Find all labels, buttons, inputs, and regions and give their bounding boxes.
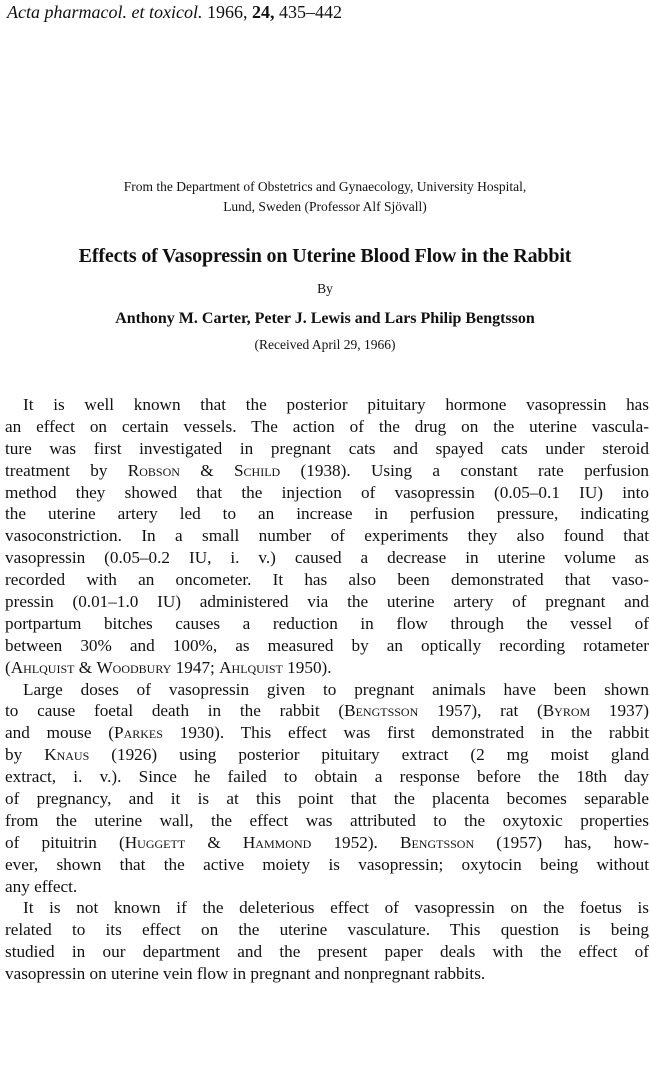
body-line: method they showed that the injection of vasopressin (0.05–0.1 IU) into	[5, 482, 649, 502]
author-list: Anthony M. Carter, Peter J. Lewis and Lars Philip Bengtsson	[115, 310, 535, 327]
body-line: vasopressin on uterine vein flow in pregnant and nonpregnant rabbits.	[5, 964, 486, 984]
body-line: an effect on certain vessels. The action of the drug on the uterine vascula-	[5, 416, 649, 436]
cited-author: Huggett	[124, 832, 186, 852]
article-title: Effects of Vasopressin on Uterine Blood Flow in the Rabbit	[78, 245, 572, 267]
affiliation-line-2: Lund, Sweden (Professor Alf Sjövall)	[223, 199, 427, 214]
received-date: (Received April 29, 1966)	[254, 337, 396, 352]
journal-name: Acta pharmacol. et toxicol.	[7, 2, 203, 22]
body-line: pressin (0.01–1.0 IU) administered via the uterine artery of pregnant and	[5, 592, 649, 612]
body-line: It is not known if the deleterious effect of vasopressin on the foetus is	[23, 898, 649, 918]
cited-author: Schild	[233, 460, 281, 480]
body-line: treatment by Robson & Schild (1938). Using a constant rate perfusion	[5, 460, 649, 480]
body-line: studied in our department and the present paper deals with the effect of	[5, 942, 649, 962]
citation-pages: 435–442	[278, 2, 342, 22]
body-line: any effect.	[5, 876, 78, 896]
body-line: It is well known that the posterior pituitary hormone vasopressin has	[23, 395, 649, 414]
byline-by: By	[317, 281, 333, 296]
body-line: of pregnancy, and it is at this point that the placenta becomes separable	[5, 789, 649, 809]
cited-author: Byrom	[542, 701, 591, 721]
body-line: from the uterine wall, the effect was attributed to the oxytoxic properties	[5, 810, 649, 830]
body-line: and mouse (Parkes 1930). This effect was first demonstrated in the rabbit	[5, 723, 649, 743]
cited-author: Ahlquist	[219, 657, 283, 677]
body-line: ever, shown that the active moiety is vasopressin; oxytocin being without	[5, 854, 649, 874]
citation-year: 1966,	[206, 2, 248, 22]
cited-author: Knaus	[44, 745, 90, 765]
body-line: vasopressin (0.05–0.2 IU, i. v.) caused a decrease in uterine volume as	[5, 548, 649, 568]
citation-volume: 24,	[251, 2, 275, 22]
body-line: (Ahlquist & Woodbury 1947; Ahlquist 1950).	[5, 657, 332, 677]
body-line: recorded with an oncometer. It has also been demonstrated that vaso-	[5, 570, 649, 590]
body-line: extract, i. v.). Since he failed to obtain a response before the 18th day	[5, 767, 649, 787]
cited-author: Robson	[127, 460, 180, 480]
article-body	[5, 394, 649, 985]
body-line: vasoconstriction. In a small number of experiments they also found that	[5, 526, 649, 546]
body-line: portpartum bitches causes a reduction in flow through the vessel of	[5, 613, 649, 633]
cited-author: Woodbury	[96, 657, 172, 677]
cited-author: Hammond	[242, 832, 312, 852]
cited-author: Parkes	[114, 723, 163, 743]
cited-author: Bengtsson	[400, 832, 475, 852]
cited-author: Ahlquist	[10, 657, 75, 677]
body-line: ture was first investigated in pregnant cats and spayed cats under steroid	[5, 438, 649, 458]
body-line: to cause foetal death in the rabbit (Bengtsson 1957), rat (Byrom 1937)	[5, 701, 649, 721]
affiliation-line-1: From the Department of Obstetrics and Gynaecology, University Hospital,	[123, 179, 527, 194]
body-line: by Knaus (1926) using posterior pituitary extract (2 mg moist gland	[5, 745, 650, 765]
body-line: between 30% and 100%, as measured by an optically recording rotameter	[5, 635, 649, 655]
cited-author: Bengtsson	[344, 701, 419, 721]
body-line: Large doses of vasopressin given to pregnant animals have been shown	[23, 679, 649, 699]
journal-citation	[7, 0, 342, 24]
body-line: related to its effect on the uterine vasculature. This question is being	[5, 920, 649, 940]
body-line: the uterine artery led to an increase in perfusion pressure, indicating	[5, 504, 649, 524]
body-line: of pituitrin (Huggett & Hammond 1952). Bengtsson (1957) has, how-	[5, 832, 649, 852]
